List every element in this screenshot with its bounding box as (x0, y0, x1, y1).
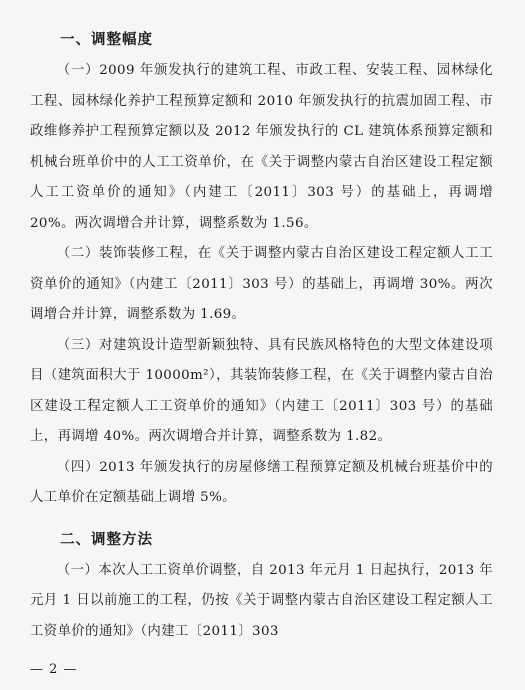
paragraph-method-1: （一）本次人工工资单价调整，自 2013 年元月 1 日起执行，2013 年元月 1 日以前施工的工程，仍按《关于调整内蒙古自治区建设工程定额人工工资单价的通知》（内建工〔2011〕303 (30, 562, 493, 639)
paragraph-item-2: （二）装饰装修工程，在《关于调整内蒙古自治区建设工程定额人工工资单价的通知》（内建工〔2011〕303 号）的基础上，再调增 30%。两次调增合并计算，调整系数为 1.69。 (30, 246, 493, 322)
section-heading-adjustment-range: 一、调整幅度 (60, 32, 153, 48)
page-number: — 2 — (30, 662, 78, 677)
paragraph-item-1: （一）2009 年颁发执行的建筑工程、市政工程、安装工程、园林绿化工程、园林绿化养护工程预算定额和 2010 年颁发执行的抗震加固工程、市政维修养护工程预算定额以及 2012 年颁发执行的 CL 建筑体系预算定额和机械台班单价中的人工工资单价，在《关于调整内蒙古自治区建设工程定额人工工资单价的通知》（内建工〔2011〕303 号）的基础上，再调增 20%。两次调增合并计算，调整系数为 1.56。 (30, 63, 493, 231)
section-heading-adjustment-method: 二、调整方法 (60, 531, 153, 548)
paragraph-item-4: （四）2013 年颁发执行的房屋修缮工程预算定额及机械台班基价中的人工单价在定额基础上调增 5%。 (30, 459, 493, 505)
paragraph-item-3: （三）对建筑设计造型新颖独特、具有民族风格特色的大型文体建设项目（建筑面积大于 10000m²），其装饰装修工程，在《关于调整内蒙古自治区建设工程定额人工工资单价的通知》（内建工〔2011〕303 号）的基础上，再调增 40%。两次调增合并计算，调整系数为 1.82。 (30, 337, 493, 444)
